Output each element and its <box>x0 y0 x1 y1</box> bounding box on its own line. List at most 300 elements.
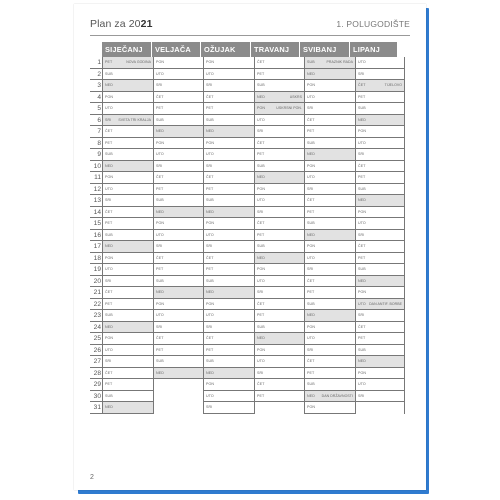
weekday-label: ČET <box>257 382 265 386</box>
weekday-label: NED <box>358 278 366 283</box>
weekday-label: NED <box>307 313 315 317</box>
weekday-label: SUB <box>105 71 113 76</box>
day-cell[interactable] <box>356 161 404 173</box>
day-cell[interactable] <box>103 310 153 322</box>
day-cell[interactable] <box>103 195 153 207</box>
day-cell[interactable] <box>154 195 203 207</box>
day-cell[interactable] <box>356 92 404 104</box>
day-cell[interactable] <box>305 126 355 138</box>
day-cell[interactable] <box>305 115 355 127</box>
weekday-label: PET <box>206 267 214 271</box>
day-cell[interactable] <box>103 391 153 403</box>
weekday-label: PET <box>257 313 265 317</box>
day-cell[interactable] <box>154 322 203 334</box>
day-cell[interactable] <box>204 310 254 322</box>
day-cell[interactable] <box>356 218 404 230</box>
weekday-label: SRI <box>358 313 365 317</box>
day-cell[interactable] <box>305 310 355 322</box>
weekday-label: UTO <box>257 198 265 202</box>
day-cell[interactable] <box>204 126 254 138</box>
month-column <box>102 57 153 414</box>
day-cell[interactable] <box>103 253 153 265</box>
day-cell[interactable] <box>305 345 355 357</box>
day-cell[interactable] <box>154 207 203 219</box>
day-cell[interactable] <box>204 195 254 207</box>
day-cell[interactable] <box>305 69 355 81</box>
weekday-label: UTO <box>105 186 113 191</box>
day-cell[interactable] <box>305 218 355 230</box>
day-cell[interactable] <box>154 287 203 299</box>
month-column <box>203 57 254 414</box>
day-cell[interactable] <box>103 103 153 115</box>
weekday-label: SRI <box>105 359 112 363</box>
day-cell[interactable] <box>356 149 404 161</box>
day-cell[interactable] <box>305 184 355 196</box>
weekday-label: PET <box>156 106 164 110</box>
day-cell[interactable] <box>154 149 203 161</box>
weekday-label: UTO <box>358 60 366 64</box>
day-cell[interactable] <box>255 172 304 184</box>
day-number: 28 <box>90 368 102 380</box>
day-cell[interactable] <box>255 69 304 81</box>
day-cell[interactable] <box>356 207 404 219</box>
month-header-row <box>102 42 398 57</box>
weekday-label: SRI <box>257 290 264 294</box>
day-cell[interactable] <box>204 391 254 403</box>
day-cell[interactable] <box>356 345 404 357</box>
day-number: 17 <box>90 241 102 253</box>
weekday-label: SUB <box>257 324 265 329</box>
day-cell[interactable] <box>255 184 304 196</box>
day-number: 13 <box>90 195 102 207</box>
weekday-label: PON <box>257 347 266 352</box>
day-cell[interactable] <box>356 195 404 207</box>
weekday-label: UTO <box>206 393 214 398</box>
weekday-label: UTO <box>105 347 113 352</box>
day-cell[interactable] <box>204 149 254 161</box>
day-cell[interactable] <box>356 368 404 380</box>
day-cell[interactable] <box>255 57 304 69</box>
day-cell[interactable] <box>154 356 203 368</box>
day-number: 24 <box>90 322 102 334</box>
day-cell[interactable] <box>255 345 304 357</box>
day-cell[interactable] <box>154 299 203 311</box>
day-cell[interactable] <box>154 126 203 138</box>
day-number: 25 <box>90 333 102 345</box>
day-cell[interactable] <box>255 379 304 391</box>
day-cell[interactable] <box>154 345 203 357</box>
weekday-label: SRI <box>257 370 264 375</box>
holiday-label: TIJELOVO <box>384 83 402 87</box>
planner-page <box>74 4 426 490</box>
day-cell[interactable] <box>103 207 153 219</box>
page-number: 2 <box>90 474 94 481</box>
day-cell[interactable] <box>356 356 404 368</box>
day-cell[interactable] <box>103 149 153 161</box>
day-cell[interactable] <box>305 391 355 403</box>
weekday-label: PON <box>307 83 316 87</box>
day-cell[interactable] <box>255 207 304 219</box>
weekday-label: SUB <box>105 152 113 156</box>
weekday-label: SUB <box>156 359 164 363</box>
weekday-label: ČET <box>206 175 214 179</box>
day-cell[interactable] <box>305 356 355 368</box>
weekday-label: PON <box>156 140 165 145</box>
day-cell[interactable] <box>204 138 254 150</box>
title-year-suffix: 21 <box>140 18 153 30</box>
day-cell[interactable] <box>154 276 203 288</box>
day-cell[interactable] <box>103 345 153 357</box>
day-cell[interactable] <box>103 92 153 104</box>
day-cell[interactable] <box>204 356 254 368</box>
day-cell[interactable] <box>356 80 404 92</box>
day-cell[interactable] <box>305 368 355 380</box>
weekday-label: SRI <box>105 198 112 202</box>
day-cell[interactable] <box>255 276 304 288</box>
weekday-label: SRI <box>206 83 213 87</box>
day-cell[interactable] <box>305 103 355 115</box>
day-number: 6 <box>90 115 102 127</box>
day-cell[interactable] <box>204 207 254 219</box>
day-cell[interactable] <box>103 126 153 138</box>
day-cell[interactable] <box>356 230 404 242</box>
weekday-label: NED <box>307 152 315 156</box>
day-cell[interactable] <box>255 149 304 161</box>
day-cell[interactable] <box>305 241 355 253</box>
day-cell[interactable] <box>204 379 254 391</box>
day-cell[interactable] <box>204 161 254 173</box>
page-title <box>90 18 153 30</box>
day-cell[interactable] <box>154 103 203 115</box>
day-cell[interactable] <box>103 379 153 391</box>
day-cell[interactable] <box>204 299 254 311</box>
day-cell[interactable] <box>204 241 254 253</box>
day-cell[interactable] <box>103 241 153 253</box>
day-cell[interactable] <box>154 69 203 81</box>
day-cell[interactable] <box>255 253 304 265</box>
weekday-label: SUB <box>307 221 315 225</box>
day-cell[interactable] <box>103 230 153 242</box>
day-cell[interactable] <box>255 322 304 334</box>
weekday-label: PET <box>156 186 164 191</box>
day-number: 10 <box>90 161 102 173</box>
weekday-label: SRI <box>307 186 314 191</box>
day-cell[interactable] <box>255 92 304 104</box>
day-cell[interactable] <box>305 276 355 288</box>
weekday-label: SRI <box>206 324 213 329</box>
day-cell[interactable] <box>103 172 153 184</box>
day-cell[interactable] <box>305 92 355 104</box>
weekday-label: UTO <box>156 313 164 317</box>
weekday-label: PON <box>358 129 367 133</box>
day-cell[interactable] <box>204 345 254 357</box>
day-number: 19 <box>90 264 102 276</box>
day-cell[interactable] <box>204 264 254 276</box>
weekday-label: NED <box>105 163 113 168</box>
weekday-label: PET <box>105 301 113 306</box>
weekday-label: NED <box>206 209 214 214</box>
day-cell[interactable] <box>154 92 203 104</box>
day-number: 26 <box>90 345 102 357</box>
day-cell[interactable] <box>154 115 203 127</box>
day-cell[interactable] <box>204 115 254 127</box>
weekday-label: SRI <box>105 278 112 283</box>
weekday-label: NED <box>105 244 113 248</box>
day-cell[interactable] <box>154 172 203 184</box>
day-number: 9 <box>90 149 102 161</box>
day-cell[interactable] <box>204 287 254 299</box>
weekday-label: SRI <box>206 244 213 248</box>
day-cell[interactable] <box>103 322 153 334</box>
day-cell[interactable] <box>305 230 355 242</box>
day-number: 31 <box>90 402 102 414</box>
day-cell[interactable] <box>356 241 404 253</box>
weekday-label: ČET <box>358 83 366 87</box>
day-cell[interactable] <box>356 126 404 138</box>
day-cell[interactable] <box>204 368 254 380</box>
day-number: 2 <box>90 69 102 81</box>
day-cell[interactable] <box>255 218 304 230</box>
day-cell[interactable] <box>103 80 153 92</box>
day-cell[interactable] <box>255 80 304 92</box>
day-cell[interactable] <box>255 264 304 276</box>
day-cell[interactable] <box>305 379 355 391</box>
day-cell[interactable] <box>204 402 254 414</box>
day-cell[interactable] <box>255 241 304 253</box>
day-cell[interactable] <box>103 356 153 368</box>
day-cell[interactable] <box>204 92 254 104</box>
month-column <box>254 57 304 414</box>
day-cell[interactable] <box>356 391 404 403</box>
weekday-label: UTO <box>358 382 366 386</box>
day-cell[interactable] <box>103 218 153 230</box>
weekday-label: UTO <box>156 152 164 156</box>
day-cell[interactable] <box>356 103 404 115</box>
day-number: 18 <box>90 253 102 265</box>
day-cell[interactable] <box>305 207 355 219</box>
day-cell[interactable] <box>255 103 304 115</box>
day-cell[interactable] <box>305 149 355 161</box>
day-cell[interactable] <box>204 253 254 265</box>
day-cell[interactable] <box>154 184 203 196</box>
weekday-label: PET <box>307 370 315 375</box>
day-cell[interactable] <box>103 287 153 299</box>
weekday-label: PON <box>358 290 367 294</box>
day-cell[interactable] <box>305 322 355 334</box>
weekday-label: PON <box>257 186 266 191</box>
day-cell[interactable] <box>154 57 203 69</box>
day-cell[interactable] <box>356 184 404 196</box>
day-cell[interactable] <box>255 138 304 150</box>
day-cell[interactable] <box>103 276 153 288</box>
weekday-label: PON <box>206 140 215 145</box>
month-header: SVIBANJ <box>300 42 350 57</box>
day-cell[interactable] <box>356 287 404 299</box>
weekday-label: PET <box>105 140 113 145</box>
day-cell[interactable] <box>204 276 254 288</box>
month-header: VELJAČA <box>152 42 201 57</box>
weekday-label: UTO <box>307 175 315 179</box>
day-cell[interactable] <box>305 80 355 92</box>
weekday-label: NED <box>358 359 366 363</box>
day-cell[interactable] <box>255 287 304 299</box>
weekday-label: UTO <box>358 221 366 225</box>
weekday-label: NED <box>307 393 315 398</box>
day-number: 14 <box>90 207 102 219</box>
day-cell[interactable] <box>103 115 153 127</box>
day-cell[interactable] <box>204 322 254 334</box>
day-cell[interactable] <box>103 402 153 414</box>
month-header: LIPANJ <box>350 42 398 57</box>
day-cell[interactable] <box>204 172 254 184</box>
day-cell[interactable] <box>103 57 153 69</box>
holiday-label: DAN DRŽAVNOSTI <box>321 393 353 398</box>
day-cell[interactable] <box>356 333 404 345</box>
day-cell[interactable] <box>305 172 355 184</box>
day-cell[interactable] <box>255 356 304 368</box>
weekday-label: PON <box>206 221 215 225</box>
weekday-label: PET <box>358 94 366 99</box>
weekday-label: PET <box>206 106 214 110</box>
day-cell[interactable] <box>356 138 404 150</box>
weekday-label: UTO <box>257 117 265 122</box>
header-divider <box>90 35 410 36</box>
holiday-label: USKRS <box>289 94 302 99</box>
day-cell[interactable] <box>255 115 304 127</box>
weekday-label: ČET <box>105 209 113 214</box>
day-number: 8 <box>90 138 102 150</box>
day-cell[interactable] <box>305 195 355 207</box>
day-cell[interactable] <box>255 368 304 380</box>
day-cell[interactable] <box>305 138 355 150</box>
day-cell[interactable] <box>356 69 404 81</box>
weekday-label: SRI <box>307 347 314 352</box>
weekday-label: UTO <box>307 255 315 260</box>
weekday-label: PON <box>257 267 266 271</box>
weekday-label: NED <box>358 198 366 202</box>
weekday-label: UTO <box>206 313 214 317</box>
day-cell[interactable] <box>305 333 355 345</box>
weekday-label: PET <box>358 255 366 260</box>
day-cell[interactable] <box>204 103 254 115</box>
day-cell[interactable] <box>204 230 254 242</box>
day-cell[interactable] <box>356 299 404 311</box>
day-cell[interactable] <box>305 402 355 414</box>
day-cell[interactable] <box>305 253 355 265</box>
weekday-label: PON <box>307 405 316 409</box>
weekday-label: ČET <box>156 255 164 260</box>
day-cell[interactable] <box>305 161 355 173</box>
weekday-label: SUB <box>358 186 366 191</box>
day-cell[interactable] <box>305 299 355 311</box>
day-cell[interactable] <box>103 69 153 81</box>
day-cell[interactable] <box>103 264 153 276</box>
day-cell[interactable] <box>356 172 404 184</box>
day-cell[interactable] <box>255 310 304 322</box>
weekday-label: UTO <box>105 267 113 271</box>
weekday-label: PET <box>105 60 113 64</box>
month-column <box>153 57 203 414</box>
day-cell[interactable] <box>103 333 153 345</box>
day-cell[interactable] <box>356 310 404 322</box>
day-cell[interactable] <box>154 218 203 230</box>
day-cell[interactable] <box>154 230 203 242</box>
day-cell[interactable] <box>356 379 404 391</box>
weekday-label: NED <box>257 255 265 260</box>
weekday-label: PON <box>156 60 165 64</box>
day-cell[interactable] <box>154 161 203 173</box>
weekday-label: SRI <box>358 152 365 156</box>
weekday-label: NED <box>257 94 265 99</box>
weekday-label: PON <box>105 255 114 260</box>
day-cell[interactable] <box>255 391 304 403</box>
weekday-label: PET <box>307 290 315 294</box>
weekday-label: SUB <box>257 244 265 248</box>
day-cell[interactable] <box>103 299 153 311</box>
weekday-label: NED <box>206 370 214 375</box>
day-cell[interactable] <box>103 184 153 196</box>
day-cell[interactable] <box>356 57 404 69</box>
day-cell[interactable] <box>154 310 203 322</box>
day-number: 15 <box>90 218 102 230</box>
day-cell[interactable] <box>154 368 203 380</box>
day-cell[interactable] <box>103 138 153 150</box>
day-cell[interactable] <box>204 333 254 345</box>
day-cell[interactable] <box>356 264 404 276</box>
day-cell[interactable] <box>154 80 203 92</box>
weekday-label: UTO <box>156 232 164 237</box>
weekday-label: SRI <box>307 267 314 271</box>
weekday-label: ČET <box>257 60 265 64</box>
weekday-label: SUB <box>307 382 315 386</box>
day-cell[interactable] <box>255 230 304 242</box>
day-cell[interactable] <box>356 115 404 127</box>
month-columns <box>102 57 405 414</box>
day-cell[interactable] <box>356 276 404 288</box>
day-cell[interactable] <box>255 126 304 138</box>
day-cell[interactable] <box>204 57 254 69</box>
day-number: 5 <box>90 103 102 115</box>
day-cell[interactable] <box>255 161 304 173</box>
day-cell[interactable] <box>154 138 203 150</box>
day-cell[interactable] <box>305 57 355 69</box>
weekday-label: UTO <box>206 232 214 237</box>
day-cell[interactable] <box>154 264 203 276</box>
day-cell[interactable] <box>154 333 203 345</box>
day-cell[interactable] <box>204 69 254 81</box>
day-cell[interactable] <box>255 299 304 311</box>
day-cell[interactable] <box>103 161 153 173</box>
day-cell[interactable] <box>204 218 254 230</box>
day-cell[interactable] <box>305 264 355 276</box>
day-number: 20 <box>90 276 102 288</box>
weekday-label: SRI <box>156 244 163 248</box>
day-number: 23 <box>90 310 102 322</box>
day-cell[interactable] <box>255 333 304 345</box>
day-cell[interactable] <box>204 184 254 196</box>
weekday-label: SUB <box>156 278 164 283</box>
day-cell[interactable] <box>154 253 203 265</box>
day-cell[interactable] <box>103 368 153 380</box>
day-cell[interactable] <box>305 287 355 299</box>
day-cell[interactable] <box>356 322 404 334</box>
day-cell[interactable] <box>204 80 254 92</box>
weekday-label: ČET <box>206 336 214 340</box>
day-cell[interactable] <box>356 253 404 265</box>
day-cell[interactable] <box>154 241 203 253</box>
weekday-label: PET <box>105 382 113 386</box>
day-cell[interactable] <box>255 195 304 207</box>
